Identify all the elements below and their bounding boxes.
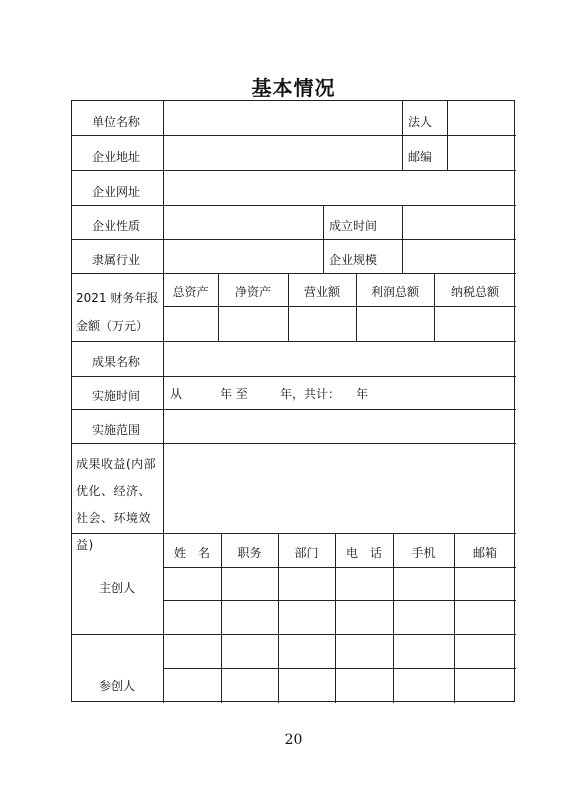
header-mobile: 手机 [411,546,436,560]
row-divider [72,170,516,171]
impl-time-from: 从 [170,387,183,401]
row-divider [72,341,516,342]
label-website: 企业网址 [92,185,141,199]
row-divider [163,306,516,307]
row-divider [72,634,516,635]
row-divider [72,135,516,136]
row-divider [163,668,516,669]
label-legal-person: 法人 [408,115,433,129]
row-divider [163,600,516,601]
col-divider [447,101,448,170]
label-impl-scope: 实施范围 [92,423,141,437]
row-divider [72,273,516,274]
header-email: 邮箱 [472,546,497,560]
col-divider [323,205,324,273]
row-divider [72,239,516,240]
label-co-creator: 参创人 [99,679,136,693]
label-impl-time: 实施时间 [92,389,141,403]
label-finance-line1: 2021 财务年报 [76,291,159,305]
row-divider [72,409,516,410]
row-divider [72,376,516,377]
col-divider [163,101,164,703]
label-address: 企业地址 [92,150,141,164]
label-finance-line2: 金额（万元） [76,319,149,333]
label-unit-name: 单位名称 [92,115,141,129]
label-achievement-name: 成果名称 [92,355,141,369]
col-divider [402,205,403,273]
header-position: 职务 [237,546,262,560]
label-established: 成立时间 [329,219,378,233]
label-main-creator: 主创人 [99,581,136,595]
header-phone: 电 话 [345,546,382,560]
header-total-profit: 利润总额 [370,285,419,299]
header-net-assets: 净资产 [234,285,271,299]
label-scale: 企业规模 [329,253,378,267]
label-benefit: 成果收益(内部优化、经济、社会、环境效益) [76,457,157,552]
impl-time-year-end: 年 [356,387,369,401]
row-divider [72,443,516,444]
row-divider [72,205,516,206]
basic-info-form [71,100,515,702]
page-title: 基本情况 [251,76,336,100]
label-industry: 隶属行业 [92,253,141,267]
label-nature: 企业性质 [92,219,141,233]
impl-time-year-to: 年 至 [220,387,248,401]
col-divider [402,101,403,170]
header-total-assets: 总资产 [172,285,209,299]
header-revenue: 营业额 [303,285,340,299]
impl-time-total: 年，共计： [280,387,341,401]
page-number: 20 [284,732,303,748]
header-name: 姓 名 [173,546,210,560]
row-divider [163,567,516,568]
header-department: 部门 [294,546,319,560]
label-postcode: 邮编 [408,150,433,164]
header-total-tax: 纳税总额 [450,285,499,299]
